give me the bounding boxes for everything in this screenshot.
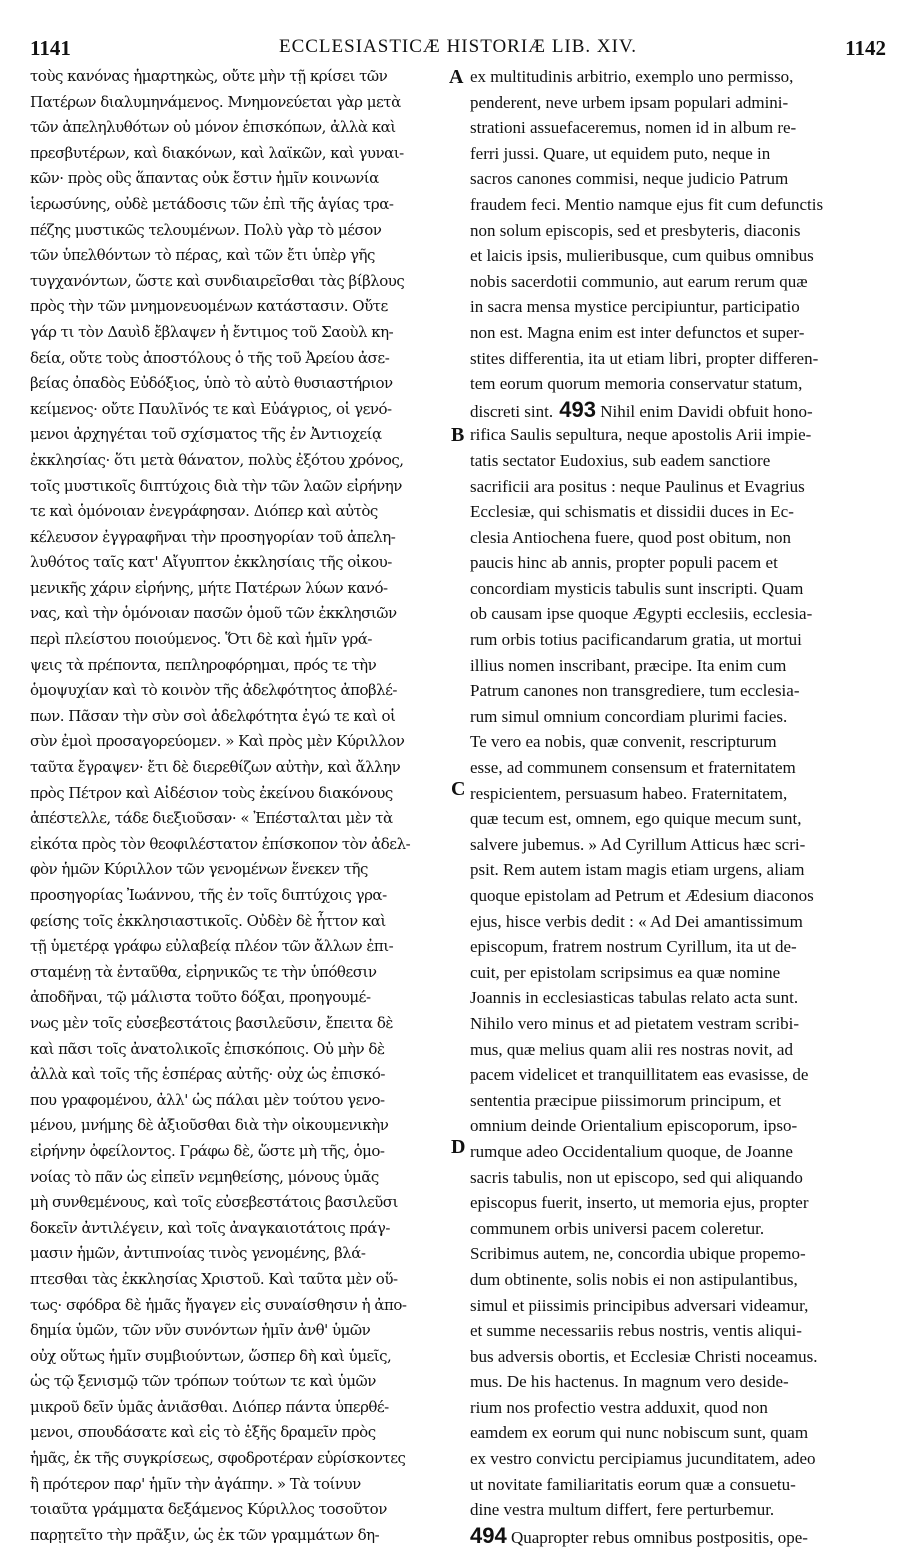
latin-text-line: rum orbis totius pacificandarum gratia, ut mortui bbox=[470, 630, 802, 650]
latin-text-line: non solum episcopis, sed et presbyteris, diaconis bbox=[470, 220, 801, 240]
greek-text-line: ἡμᾶς, ἐκ τῆς συγκρίσεως, σφοδροτέραν εὑρίσκοντες bbox=[30, 1449, 406, 1468]
greek-text-line: τοιαῦτα γράμματα δεξάμενος Κύριλλος τοσοῦτον bbox=[30, 1500, 387, 1519]
greek-text-line: ἢ πρότερον παρ' ἡμῖν τὴν ἀγάπην. » Τὰ τοίνυν bbox=[30, 1474, 361, 1493]
greek-text-line: νως μὲν τοῖς εὐσεβεστάτοις βασιλεῦσιν, ἔπειτα δὲ bbox=[30, 1013, 393, 1032]
latin-text-line: strationi assuefaceremus, nomen id in album re- bbox=[470, 118, 797, 138]
greek-text-line: κέλευσον ἐγγραφῆναι τὴν προσηγορίαν τοῦ ἀπελη- bbox=[30, 527, 396, 546]
greek-text-line: ἀλλὰ καὶ τοῖς τῆς ἑσπέρας αὐτῆς· οὐχ ὡς ἐπισκό- bbox=[30, 1065, 385, 1084]
latin-text-line: sacris tabulis, non ut episcopo, sed qui aliquando bbox=[470, 1167, 803, 1187]
margin-letter-b: B bbox=[451, 424, 465, 446]
latin-text-line: nobis sacerdotii communio, aut earum rerum quæ bbox=[470, 271, 808, 291]
greek-text-line: νοίας τὸ πᾶν ὡς εἰπεῖν νεμηθείσης, μόνους ὑμᾶς bbox=[30, 1167, 379, 1186]
greek-text-line: πτεσθαι τὰς ἐκκλησίας Χριστοῦ. Καὶ ταῦτα μὲν οὕ- bbox=[30, 1269, 398, 1288]
greek-text-line: τυγχανόντων, ὥστε καὶ συνδιαιρεῖσθαι τὰς βίβλους bbox=[30, 271, 405, 290]
latin-text-line: Patrum canones non transgrediere, tum ecclesia- bbox=[470, 681, 800, 701]
latin-text-line: respicientem, persuasum habeo. Fraternitatem, bbox=[470, 783, 788, 803]
greek-text-line: νας, καὶ τὴν ὁμόνοιαν πασῶν ὁμοῦ τῶν ἐκκλησιῶν bbox=[30, 604, 397, 623]
latin-text-line: sacros canones commisi, neque judicio Patrum bbox=[470, 169, 789, 189]
greek-text-line: τως· σφόδρα δὲ ἡμᾶς ἤγαγεν εἰς συναίσθησιν ἡ ἀπο- bbox=[30, 1295, 407, 1314]
latin-text-line: bus adversis obortis, et Ecclesiæ Christi noceamus. bbox=[470, 1346, 818, 1366]
greek-text-line: δημία ὑμῶν, τῶν νῦν συνόντων ἡμῖν ἀνθ' ὑμῶν bbox=[30, 1321, 371, 1340]
greek-text-line: προσηγορίας Ἰωάννου, τῆς ἐν τοῖς διπτύχοις γρα- bbox=[30, 886, 387, 904]
greek-text-line: τῶν ὑπελθόντων τὸ πέρας, καὶ τῶν ἔτι ὑπὲρ γῆς bbox=[30, 246, 375, 265]
latin-text-line: ut novitate familiaritatis eorum quæ a consuetu- bbox=[470, 1474, 796, 1494]
greek-text-line: ἀπέστελλε, τάδε διεξιοῦσαν· « Ἐπέσταλται μὲν τὰ bbox=[30, 809, 393, 828]
latin-text-line: concordiam mysticis tabulis sunt inscripti. Quam bbox=[470, 578, 804, 598]
latin-text-line: penderent, neve urbem ipsam populari admini- bbox=[470, 92, 789, 112]
latin-text-line: ferri jussi. Quare, ut equidem puto, neque in bbox=[470, 143, 771, 163]
latin-text-line: ejus, hisce verbis dedit : « Ad Dei amantissimum bbox=[470, 911, 803, 931]
greek-text-line: μὴ συνθεμένους, καὶ τοῖς εὐσεβεστάτοις βασιλεῦσι bbox=[30, 1193, 398, 1212]
latin-text-line: rumque adeo Occidentalium quoque, de Joanne bbox=[470, 1141, 793, 1161]
latin-text-line: Nihilo vero minus et ad pietatem vestram scribi- bbox=[470, 1013, 800, 1033]
latin-text-line: rum simul omnium concordiam plurimi facies. bbox=[470, 706, 788, 726]
greek-text-line: μασιν ἡμῶν, ἀντιπνοίας τινὸς γενομένης, βλά- bbox=[30, 1244, 366, 1263]
greek-text-line: πρὸς Πέτρον καὶ Αἰδέσιον τοὺς ἐκείνου διακόνους bbox=[30, 783, 393, 802]
greek-text-line: μικροῦ δεῖν ὑμᾶς ἀνιᾶσθαι. Διόπερ πάντα ὑπερθέ- bbox=[30, 1397, 389, 1416]
page-number-left: 1141 bbox=[30, 36, 71, 60]
greek-text-line: πρεσβυτέρων, καὶ διακόνων, καὶ λαϊκῶν, καὶ γυναι- bbox=[30, 143, 404, 162]
greek-text-line: εἰκότα πρὸς τὸν θεοφιλέστατον ἐπίσκοπον τὸν ἀδελ- bbox=[30, 834, 411, 853]
latin-text-line: esse, ad communem consensum et fraternitatem bbox=[470, 758, 796, 778]
margin-letter-d: D bbox=[451, 1136, 466, 1158]
latin-text-line: tatis sectator Eudoxius, sub eadem sanctiore bbox=[470, 450, 771, 470]
greek-text-line: μενικῆς χάριν εἰρήνης, μήτε Πατέρων λύων κανό- bbox=[30, 578, 388, 597]
latin-text-line: stites differentia, ita ut etiam libri, propter differen- bbox=[470, 348, 819, 368]
greek-text-line: φὸν ἡμῶν Κύριλλον τῶν γενομένων ἕνεκεν τῆς bbox=[30, 860, 368, 879]
latin-text-line: Te vero ea nobis, quæ convenit, rescripturum bbox=[470, 732, 777, 752]
latin-text-line: simul et piissimis principibus adversari videamur, bbox=[470, 1295, 809, 1315]
latin-text-line: rium nos profectio vestra adduxit, quod non bbox=[470, 1397, 768, 1417]
greek-text-line: εἰρήνην ὀφείλοντος. Γράφω δὲ, ὥστε μὴ τῆς, ὁμο- bbox=[30, 1141, 385, 1160]
greek-text-line: μενοι ἀρχηγέται τοῦ σχίσματος τῆς ἐν Ἀντιοχείᾳ bbox=[30, 425, 382, 444]
latin-text-line: rifica Saulis sepultura, neque apostolis Arii impie- bbox=[470, 425, 812, 445]
latin-text-line: episcopus fuerit, inserto, ut memoria ejus, propter bbox=[470, 1193, 809, 1213]
margin-letter-c: C bbox=[451, 778, 466, 800]
section-number-494: 494 bbox=[470, 1522, 507, 1548]
latin-text-line: cuit, per epistolam scripsimus ea quæ nomine bbox=[470, 962, 781, 982]
latin-text-line: communem orbis universi pacem coleretur. bbox=[470, 1218, 765, 1238]
greek-text-line: μένου, μνήμης δὲ ἀξιοῦσθαι διὰ τὴν οἰκουμενικὴν bbox=[30, 1116, 389, 1135]
latin-text-line: Joannis in ecclesiasticas tabulas relato acta sunt. bbox=[470, 988, 799, 1008]
greek-text-line: φείσης τοῖς ἐκκλησιαστικοῖς. Οὐδὲν δὲ ἧττον καὶ bbox=[30, 911, 386, 930]
latin-text-line: discreti sint. 493 Nihil enim Davidi obfuit hono- bbox=[470, 396, 813, 422]
latin-text-line: mus, quæ melius quam alii res nostras novit, ad bbox=[470, 1039, 793, 1059]
greek-text-line: κείμενος· οὔτε Παυλῖνός τε καὶ Εὐάγριος, οἱ γενό- bbox=[30, 399, 392, 418]
latin-text-line: in sacra mensa mystice percipiuntur, participatio bbox=[470, 297, 800, 317]
greek-text-line: ταῦτα ἔγραψεν· ἔτι δὲ διερεθίζων αὐτὴν, καὶ ἄλλην bbox=[30, 758, 401, 777]
latin-text-line: Scribimus autem, ne, concordia ubique propemo- bbox=[470, 1244, 806, 1264]
latin-text-line: paucis hinc ab annis, propter populi pacem et bbox=[470, 553, 778, 573]
greek-text-line: ἱερωσύνης, οὐδὲ μετάδοσις τῶν ἐπὶ τῆς ἁγίας τρα- bbox=[30, 194, 394, 213]
greek-text-line: καὶ πᾶσι τοῖς ἀνατολικοῖς ἐπισκόποις. Οὐ μὴν δὲ bbox=[30, 1039, 385, 1058]
greek-text-line: οὐχ οὕτως ἡμῖν συμβιούντων, ὥσπερ δὴ καὶ ὑμεῖς, bbox=[30, 1346, 392, 1365]
greek-text-line: ἀποδῆναι, τῷ μάλιστα τοῦτο δόξαι, προηγουμέ- bbox=[30, 988, 371, 1007]
greek-text-line: δοκεῖν ἀντιλέγειν, καὶ τοῖς ἀναγκαιοτάτοις πράγ- bbox=[30, 1218, 390, 1237]
running-header bbox=[30, 36, 886, 62]
greek-text-line: μενοι, σπουδάσατε καὶ εἰς τὸ ἑξῆς δραμεῖν πρὸς bbox=[30, 1423, 376, 1442]
greek-text-line: κῶν· πρὸς οὓς ἅπαντας οὐκ ἔστιν ἡμῖν κοινωνία bbox=[30, 169, 379, 188]
greek-text-line: σταμένῃ τὰ ἐνταῦθα, εἰρηνικῶς τε τὴν ὑπόθεσιν bbox=[30, 962, 377, 981]
latin-text-line: ob causam ipse quoque Ægypti ecclesiis, ecclesia- bbox=[470, 604, 813, 624]
greek-text-line: τοὺς κανόνας ἡμαρτηκὼς, οὔτε μὴν τῇ κρίσει τῶν bbox=[30, 67, 388, 85]
latin-text-line: salvere jubemus. » Ad Cyrillum Atticus hæc scri- bbox=[470, 834, 806, 854]
greek-text-line: τῶν ἀπεληλυθότων οὐ μόνον ἐπισκόπων, ἀλλὰ καὶ bbox=[30, 118, 396, 137]
latin-text-line: 494 Quapropter rebus omnibus postpositis, ope- bbox=[470, 1522, 808, 1548]
greek-text-line: Πατέρων διαλυμηνάμενος. Μνημονεύεται γὰρ μετὰ bbox=[30, 92, 401, 111]
running-title: ECCLESIASTICÆ HISTORIÆ LIB. XIV. bbox=[278, 36, 637, 57]
greek-text-line: ὡς τῷ ξενισμῷ τῶν τρόπων τούτων τε καὶ ὑμῶν bbox=[30, 1372, 376, 1391]
greek-text-line: βείας ὀπαδὸς Εὐδόξιος, ὑπὸ τὸ αὐτὸ θυσιαστήριον bbox=[30, 374, 393, 393]
greek-text-line: γάρ τι τὸν Δαυὶδ ἔβλαψεν ἡ ἔντιμος τοῦ Σαοὺλ κη- bbox=[30, 322, 394, 341]
page-number-right: 1142 bbox=[845, 36, 886, 60]
latin-text-line: omnium deinde Orientalium episcoporum, ipso- bbox=[470, 1116, 798, 1136]
greek-text-line: τῇ ὑμετέρᾳ γράφω εὐλαβείᾳ πλέον τῶν ἄλλων ἐπι- bbox=[30, 937, 394, 956]
latin-text-line: ex multitudinis arbitrio, exemplo uno permisso, bbox=[470, 67, 794, 86]
latin-text-line: tem eorum quorum memoria conservatur statum, bbox=[470, 374, 803, 394]
greek-text-line: παρῃτεῖτο τὴν πρᾶξιν, ὡς ἐκ τῶν γραμμάτων δη- bbox=[30, 1525, 380, 1544]
greek-text-line: πέζης μυστικῶς τελουμένων. Πολὺ γὰρ τὸ μέσον bbox=[30, 220, 382, 239]
latin-text-line: et summe necessariis rebus nostris, ventis aliqui- bbox=[470, 1321, 802, 1341]
latin-text-line: fraudem feci. Mentio namque ejus fit cum defunctis bbox=[470, 194, 824, 214]
latin-text-column bbox=[470, 64, 886, 1548]
latin-text-line: clesia Antiochena fuere, quod post obitum, non bbox=[470, 527, 792, 547]
latin-text-line-continuation: Nihil enim Davidi obfuit hono- bbox=[595, 401, 813, 421]
latin-text-line: dine vestra multum differt, fere perturbemur. bbox=[470, 1500, 775, 1520]
latin-text-line: ex vestro convictu percipiamus jucunditatem, adeo bbox=[470, 1449, 816, 1469]
latin-text-line: pacem videlicet et tranquillitatem eas evasisse, de bbox=[470, 1065, 809, 1085]
latin-text-line: non est. Magna enim est inter defunctos et super- bbox=[470, 322, 805, 342]
latin-text-line: dum obtinente, solis nobis ei non astipulantibus, bbox=[470, 1269, 798, 1289]
latin-text-line: quæ tecum est, omnem, ego quique mecum sunt, bbox=[470, 809, 802, 829]
greek-text-line: που γραφομένου, ἀλλ' ὡς πάλαι μὲν τούτου γενο- bbox=[30, 1090, 385, 1109]
latin-text-line: Ecclesiæ, qui schismatis et dissidii duces in Ec- bbox=[470, 502, 794, 522]
greek-text-line: ὁμοψυχίαν καὶ τὸ κοινὸν τῆς ἀδελφότητος ἀποβλέ- bbox=[30, 681, 397, 700]
greek-text-line: πων. Πᾶσαν τὴν σὺν σοὶ ἀδελφότητα ἐγώ τε καὶ οἱ bbox=[30, 706, 396, 725]
greek-text-line: τοῖς μυστικοῖς διπτύχοις διὰ τὴν τῶν λαῶν εἰρήνην bbox=[30, 476, 402, 495]
greek-text-line: τε καὶ ὁμόνοιαν ἐνεγράφησαν. Διόπερ καὶ αὐτὸς bbox=[30, 502, 378, 521]
latin-text-line: psit. Rem autem istam magis etiam urgens, aliam bbox=[470, 860, 805, 880]
latin-text-line: illius nomen inscribant, præcipe. Ita enim cum bbox=[470, 655, 787, 675]
latin-text-line: quoque epistolam ad Petrum et Ædesium diaconos bbox=[470, 886, 814, 905]
margin-letter-a: A bbox=[449, 66, 464, 88]
latin-text-line: et laicis ipsis, mulieribusque, cum quibus omnibus bbox=[470, 246, 814, 266]
greek-text-line: σὺν ἐμοὶ προσαγορεύομεν. » Καὶ πρὸς μὲν Κύριλλον bbox=[30, 732, 405, 751]
greek-text-line: πρὸς τὴν τῶν μνημονευομένων κατάστασιν. Οὔτε bbox=[30, 297, 388, 316]
greek-text-line: ψεις τὰ πρέποντα, πεπληροφόρημαι, πρός τε τὴν bbox=[30, 655, 377, 674]
greek-text-line: περὶ πλείστου ποιούμενος. Ὅτι δὲ καὶ ἡμῖν γρά- bbox=[30, 630, 372, 649]
latin-text-line: mus. De his hactenus. In magnum vero deside- bbox=[470, 1372, 789, 1392]
greek-text-line: δεία, οὔτε τοὺς ἀποστόλους ὁ τῆς τοῦ Ἀρείου ἀσε- bbox=[30, 348, 390, 367]
greek-text-line: λυθότος ταῖς κατ' Αἴγυπτον ἐκκλησίαις τῆς οἰκου- bbox=[30, 553, 392, 572]
latin-text-line: eamdem ex eorum qui nunc nobiscum sunt, quam bbox=[470, 1423, 809, 1443]
greek-text-line: ἐκκλησίας· ὅτι μετὰ θάνατον, πολὺς ἐξότου χρόνος, bbox=[30, 450, 404, 469]
latin-text-line: sententia præcipue piissimorum principum, et bbox=[470, 1090, 782, 1110]
latin-text-line: episcopum, fratrem nostrum Cyrillum, ita ut de- bbox=[470, 937, 797, 957]
latin-text-line: sacrificii ara positus : neque Paulinus et Evagrius bbox=[470, 476, 805, 496]
section-number-493: 493 bbox=[553, 396, 596, 422]
greek-text-column bbox=[30, 64, 465, 1548]
